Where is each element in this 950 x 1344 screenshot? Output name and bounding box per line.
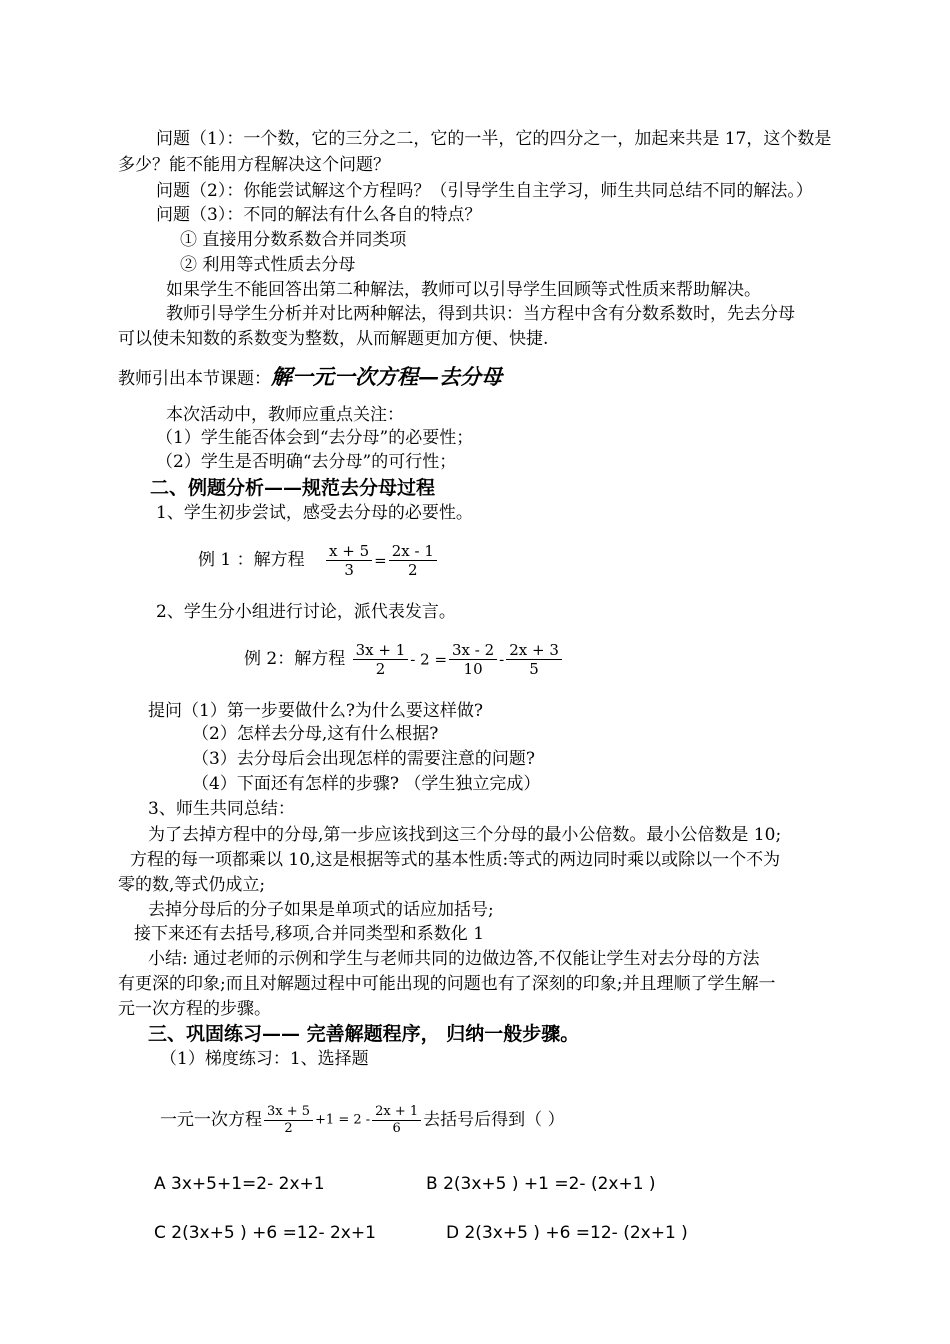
- question-1-line-1: 问题（1）：一个数，它的三分之二，它的一半，它的四分之一，加起来共是 17，这个数是: [156, 129, 832, 149]
- practice-question: [160, 1097, 565, 1144]
- example-1-rhs-fraction: $\frac{2x - 1}{2}$: [389, 542, 437, 579]
- conclusion-line-2: 有更深的印象;而且对解题过程中可能出现的问题也有了深刻的印象;并且理顺了学生解一: [118, 974, 776, 994]
- guide-line-1: 教师引导学生分析并对比两种解法，得到共识：当方程中含有分数系数时，先去分母: [166, 304, 795, 324]
- example-2-fraction-2: $\frac{3x - 2}{10}$: [449, 641, 497, 678]
- summary-point-2-line-1: 方程的每一项都乘以 10,这是根据等式的基本性质:等式的两边同时乘以或除以一个不为: [130, 850, 781, 870]
- practice-fraction-2: $\frac{2x + 1}{6}$: [372, 1104, 421, 1137]
- option-b: B 2(3x+5 ) +1 =2- (2x+1 ): [426, 1174, 656, 1194]
- option-c: C 2(3x+5 ) +6 =12- 2x+1: [154, 1223, 376, 1243]
- ask-4: （4）下面还有怎样的步骤? （学生独立完成）: [192, 774, 541, 794]
- question-3: 问题（3）：不同的解法有什么各自的特点？: [156, 205, 482, 225]
- example-2-label: 例 2：解方程: [244, 649, 346, 669]
- focus-point-1: （1）学生能否体会到“去分母”的必要性；: [156, 428, 474, 448]
- topic-prefix: 教师引出本节课题：: [118, 369, 271, 389]
- option-a: A 3x+5+1=2- 2x+1: [154, 1174, 325, 1194]
- guide-line-2: 可以使未知数的系数变为整数，从而解题更加方便、快捷.: [118, 329, 549, 349]
- example-1-equation: [198, 537, 439, 584]
- option-d: D 2(3x+5 ) +6 =12- (2x+1 ): [446, 1223, 688, 1243]
- example-2-fraction-1: $\frac{3x + 1}{2}$: [353, 641, 409, 678]
- question-2: 问题（2）：你能尝试解这个方程吗？（引导学生自主学习，师生共同总结不同的解法。）: [156, 181, 813, 201]
- conclusion-line-1: 小结: 通过老师的示例和学生与老师共同的边做边答,不仅能让学生对去分母的方法: [148, 949, 760, 969]
- ask-2: （2）怎样去分母,这有什么根据?: [192, 724, 439, 744]
- example-1-equals: =: [374, 551, 387, 570]
- example-2-fraction-3: $\frac{2x + 3}{5}$: [506, 641, 562, 678]
- focus-lead: 本次活动中，教师应重点关注：: [166, 405, 404, 425]
- lesson-title: 解一元一次方程—去分母: [271, 364, 502, 389]
- topic-line: [118, 362, 502, 394]
- summary-point-4: 接下来还有去括号,移项,合并同类型和系数化 1: [134, 924, 485, 944]
- step-2-text: 2、学生分小组进行讨论，派代表发言。: [156, 602, 456, 622]
- section-2-heading: 二、例题分析——规范去分母过程: [150, 477, 436, 499]
- example-2-equation: [244, 636, 564, 683]
- practice-middle: +1 = 2 -: [315, 1112, 371, 1128]
- ask-3: （3）去分母后会出现怎样的需要注意的问题?: [192, 749, 535, 769]
- step-1-text: 1、学生初步尝试，感受去分母的必要性。: [156, 503, 473, 523]
- hint-paragraph: 如果学生不能回答出第二种解法，教师可以引导学生回顾等式性质来帮助解决。: [166, 280, 761, 300]
- conclusion-line-3: 元一次方程的步骤。: [118, 999, 271, 1019]
- step-3-text: 3、师生共同总结：: [148, 799, 295, 819]
- summary-point-2-line-2: 零的数,等式仍成立;: [118, 875, 266, 895]
- summary-point-3: 去掉分母后的分子如果是单项式的话应加括号;: [148, 900, 494, 920]
- section-3-heading: 三、巩固练习—— 完善解题程序， 归纳一般步骤。: [148, 1023, 580, 1045]
- practice-question-suffix: 去括号后得到（ ）: [423, 1110, 565, 1130]
- practice-question-prefix: 一元一次方程: [160, 1110, 262, 1130]
- ask-1: 提问（1）第一步要做什么?为什么要这样做?: [148, 701, 484, 721]
- method-1: ① 直接用分数系数合并同类项: [180, 230, 407, 250]
- practice-subheading: （1）梯度练习：1、选择题: [160, 1049, 369, 1069]
- practice-fraction-1: $\frac{3x + 5}{2}$: [264, 1104, 313, 1137]
- example-2-minus: -: [499, 650, 505, 669]
- focus-point-2: （2）学生是否明确“去分母”的可行性；: [156, 452, 457, 472]
- example-2-middle: - 2 =: [410, 650, 448, 669]
- summary-point-1: 为了去掉方程中的分母,第一步应该找到这三个分母的最小公倍数。最小公倍数是 10;: [148, 825, 782, 845]
- method-2: ② 利用等式性质去分母: [180, 255, 356, 275]
- example-1-lhs-fraction: $\frac{x + 5}{3}$: [326, 542, 372, 579]
- question-1-line-2: 多少？能不能用方程解决这个问题？: [118, 155, 390, 175]
- example-1-label: 例 1 ：解方程: [198, 550, 305, 570]
